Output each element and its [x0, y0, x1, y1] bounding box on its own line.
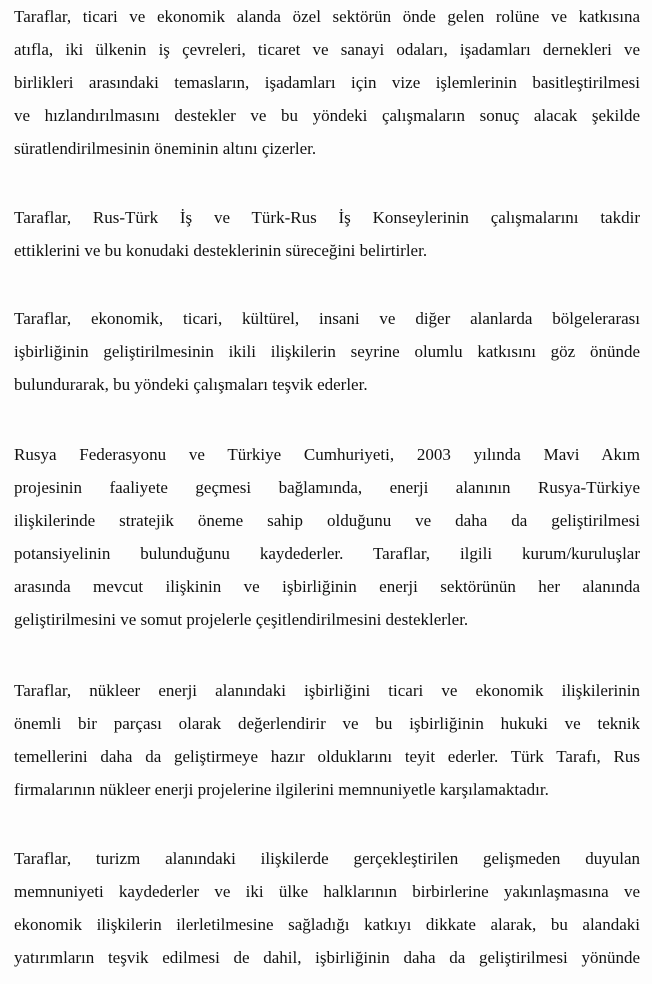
text-line: geliştirilmesini ve somut projelerle çeşitlendirilmesini desteklerler.: [14, 610, 469, 629]
text-line: ve hızlandırılmasını destekler ve bu yöndeki çalışmaların sonuç alacak şekilde: [14, 106, 640, 125]
text-line: önemli bir parçası olarak değerlendirir ve bu işbirliğinin hukuki ve teknik: [14, 714, 640, 733]
paragraph-tourism: [14, 842, 640, 974]
text-line: bulundurarak, bu yöndeki çalışmaları teşvik ederler.: [14, 375, 368, 394]
text-line: birlikleri arasındaki temasların, işadamları için vize işlemlerinin basitleştirilmesi: [14, 73, 640, 92]
text-line: Taraflar, nükleer enerji alanındaki işbirliğini ticari ve ekonomik ilişkilerinin: [14, 681, 640, 700]
text-line: arasında mevcut ilişkinin ve işbirliğinin enerji sektörünün her alanında: [14, 577, 640, 596]
paragraph-interregional-cooperation: [14, 302, 640, 401]
paragraph-nuclear-energy: [14, 674, 640, 806]
text-line: ekonomik ilişkilerin ilerletilmesine sağladığı katkıyı dikkate alarak, bu alandaki: [14, 915, 640, 934]
text-line: Taraflar, Rus-Türk İş ve Türk-Rus İş Konseylerinin çalışmalarını takdir: [14, 208, 640, 227]
text-line: Taraflar, turizm alanındaki ilişkilerde gerçekleştirilen gelişmeden duyulan: [14, 849, 640, 868]
text-line: firmalarının nükleer enerji projelerine ilgilerini memnuniyetle karşılamaktadır.: [14, 780, 549, 799]
text-line: Taraflar, ekonomik, ticari, kültürel, insani ve diğer alanlarda bölgelerarası: [14, 309, 640, 328]
paragraph-energy: [14, 438, 640, 636]
text-line: süratlendirilmesinin öneminin altını çizerler.: [14, 139, 317, 158]
text-line: potansiyelinin bulunduğunu kaydederler. Taraflar, ilgili kurum/kuruluşlar: [14, 544, 640, 563]
text-line: atıfla, iki ülkenin iş çevreleri, ticaret ve sanayi odaları, işadamları dernekleri ve: [14, 40, 640, 59]
text-line: projesinin faaliyete geçmesi bağlamında, enerji alanının Rusya-Türkiye: [14, 478, 640, 497]
text-line: işbirliğinin geliştirilmesinin ikili ilişkilerin seyrine olumlu katkısını göz önünde: [14, 342, 640, 361]
text-line: ilişkilerinde stratejik öneme sahip olduğunu ve daha da geliştirilmesi: [14, 511, 640, 530]
text-line: yatırımların teşvik edilmesi de dahil, işbirliğinin daha da geliştirilmesi yönünde: [14, 948, 640, 967]
text-line: ettiklerini ve bu konudaki desteklerinin süreceğini belirtirler.: [14, 241, 428, 260]
paragraph-business-councils: [14, 201, 640, 267]
text-line: memnuniyeti kaydederler ve iki ülke halklarının birbirlerine yakınlaşmasına ve: [14, 882, 640, 901]
text-line: Taraflar, ticari ve ekonomik alanda özel sektörün önde gelen rolüne ve katkısına: [14, 7, 640, 26]
paragraph-private-sector: [14, 0, 640, 165]
text-line: Rusya Federasyonu ve Türkiye Cumhuriyeti, 2003 yılında Mavi Akım: [14, 445, 640, 464]
text-line: temellerini daha da geliştirmeye hazır olduklarını teyit ederler. Türk Tarafı, Rus: [14, 747, 640, 766]
